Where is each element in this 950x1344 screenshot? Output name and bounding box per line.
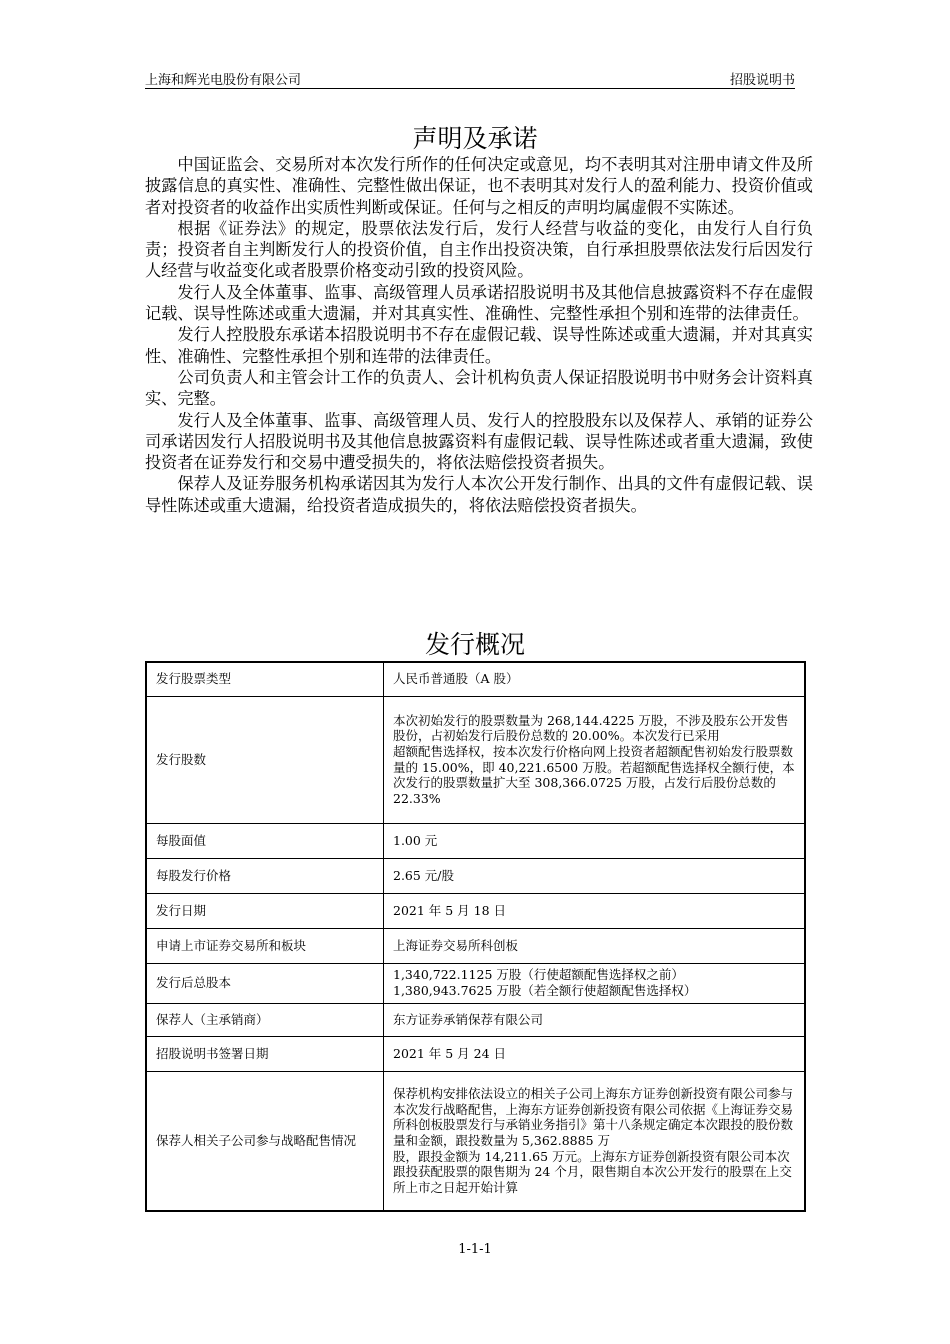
row-value: 1.00 元	[384, 823, 806, 858]
page-header	[145, 66, 795, 89]
row-value: 本次初始发行的股票数量为 268,144.4225 万股，不涉及股东公开发售股份，占初始发行后股份总数的 20.00%。本次发行已采用 超额配售选择权，按本次发行价格向网上投资者超额配售初始发行股票数量的 15.00%，即 40,221.6500 万股。若超额配售选择权全额行使，本次发行的股票数量扩大至 308,366.0725 万股，占发行后股份总数的 22.33%	[384, 696, 806, 823]
row-value: 东方证券承销保荐有限公司	[384, 1003, 806, 1036]
table-row	[146, 696, 805, 823]
table-row	[146, 1003, 805, 1036]
page-number: 1-1-1	[458, 1242, 492, 1257]
table-row	[146, 928, 805, 963]
row-label: 发行日期	[146, 893, 384, 928]
overview-table	[145, 661, 806, 1212]
row-label: 发行后总股本	[146, 963, 384, 1003]
table-row	[146, 893, 805, 928]
row-value: 保荐机构安排依法设立的相关子公司上海东方证券创新投资有限公司参与本次发行战略配售，上海东方证券创新投资有限公司依据《上海证券交易所科创板股票发行与承销业务指引》第十八条规定确定本次跟投的股份数量和金额，跟投数量为 5,362.8885 万 股，跟投金额为 14,211.65 万元。上海东方证券创新投资有限公司本次跟投获配股票的限售期为 24 个月，限售期自本次公开发行的股票在上交所上市之日起开始计算	[384, 1071, 806, 1211]
declaration-paragraph: 公司负责人和主管会计工作的负责人、会计机构负责人保证招股说明书中财务会计资料真实、完整。	[145, 367, 813, 409]
row-value: 1,340,722.1125 万股（行使超额配售选择权之前） 1,380,943.7625 万股（若全额行使超额配售选择权）	[384, 963, 806, 1003]
row-label: 招股说明书签署日期	[146, 1036, 384, 1071]
table-row	[146, 662, 805, 696]
declaration-paragraph: 发行人及全体董事、监事、高级管理人员承诺招股说明书及其他信息披露资料不存在虚假记载、误导性陈述或重大遗漏，并对其真实性、准确性、完整性承担个别和连带的法律责任。	[145, 282, 813, 324]
table-row	[146, 858, 805, 893]
table-row	[146, 1071, 805, 1211]
declaration-paragraph: 根据《证券法》的规定，股票依法发行后，发行人经营与收益的变化，由发行人自行负责；投资者自主判断发行人的投资价值，自主作出投资决策，自行承担股票依法发行后因发行人经营与收益变化或者股票价格变动引致的投资风险。	[145, 218, 813, 281]
row-label: 保荐人相关子公司参与战略配售情况	[146, 1071, 384, 1211]
row-value: 2.65 元/股	[384, 858, 806, 893]
declaration-paragraph: 发行人控股股东承诺本招股说明书不存在虚假记载、误导性陈述或重大遗漏，并对其真实性、准确性、完整性承担个别和连带的法律责任。	[145, 325, 813, 366]
row-value: 2021 年 5 月 18 日	[384, 893, 806, 928]
header-company: 上海和辉光电股份有限公司	[145, 73, 302, 88]
header-doc-type: 招股说明书	[729, 73, 795, 88]
row-label: 发行股票类型	[146, 662, 384, 696]
declaration-paragraph: 保荐人及证券服务机构承诺因其为发行人本次公开发行制作、出具的文件有虚假记载、误导性陈述或重大遗漏，给投资者造成损失的，将依法赔偿投资者损失。	[145, 474, 813, 515]
overview-title: 发行概况	[424, 630, 525, 659]
row-label: 保荐人（主承销商）	[146, 1003, 384, 1036]
row-label: 每股面值	[146, 823, 384, 858]
declaration-paragraph: 发行人及全体董事、监事、高级管理人员、发行人的控股股东以及保荐人、承销的证券公司承诺因发行人招股说明书及其他信息披露资料有虚假记载、误导性陈述或者重大遗漏，致使投资者在证券发行和交易中遭受损失的，将依法赔偿投资者损失。	[145, 410, 813, 473]
row-value: 2021 年 5 月 24 日	[384, 1036, 806, 1071]
row-label: 申请上市证券交易所和板块	[146, 928, 384, 963]
declaration-body	[145, 154, 813, 516]
table-row	[146, 1036, 805, 1071]
row-value: 人民币普通股（A 股）	[384, 662, 806, 696]
row-value: 上海证券交易所科创板	[384, 928, 806, 963]
table-row	[146, 823, 805, 858]
row-label: 发行股数	[146, 696, 384, 823]
table-row	[146, 963, 805, 1003]
declaration-paragraph: 中国证监会、交易所对本次发行所作的任何决定或意见，均不表明其对注册申请文件及所披露信息的真实性、准确性、完整性做出保证，也不表明其对发行人的盈利能力、投资价值或者对投资者的收益作出实质性判断或保证。任何与之相反的声明均属虚假不实陈述。	[145, 155, 813, 217]
row-label: 每股发行价格	[146, 858, 384, 893]
declaration-title: 声明及承诺	[412, 124, 538, 153]
